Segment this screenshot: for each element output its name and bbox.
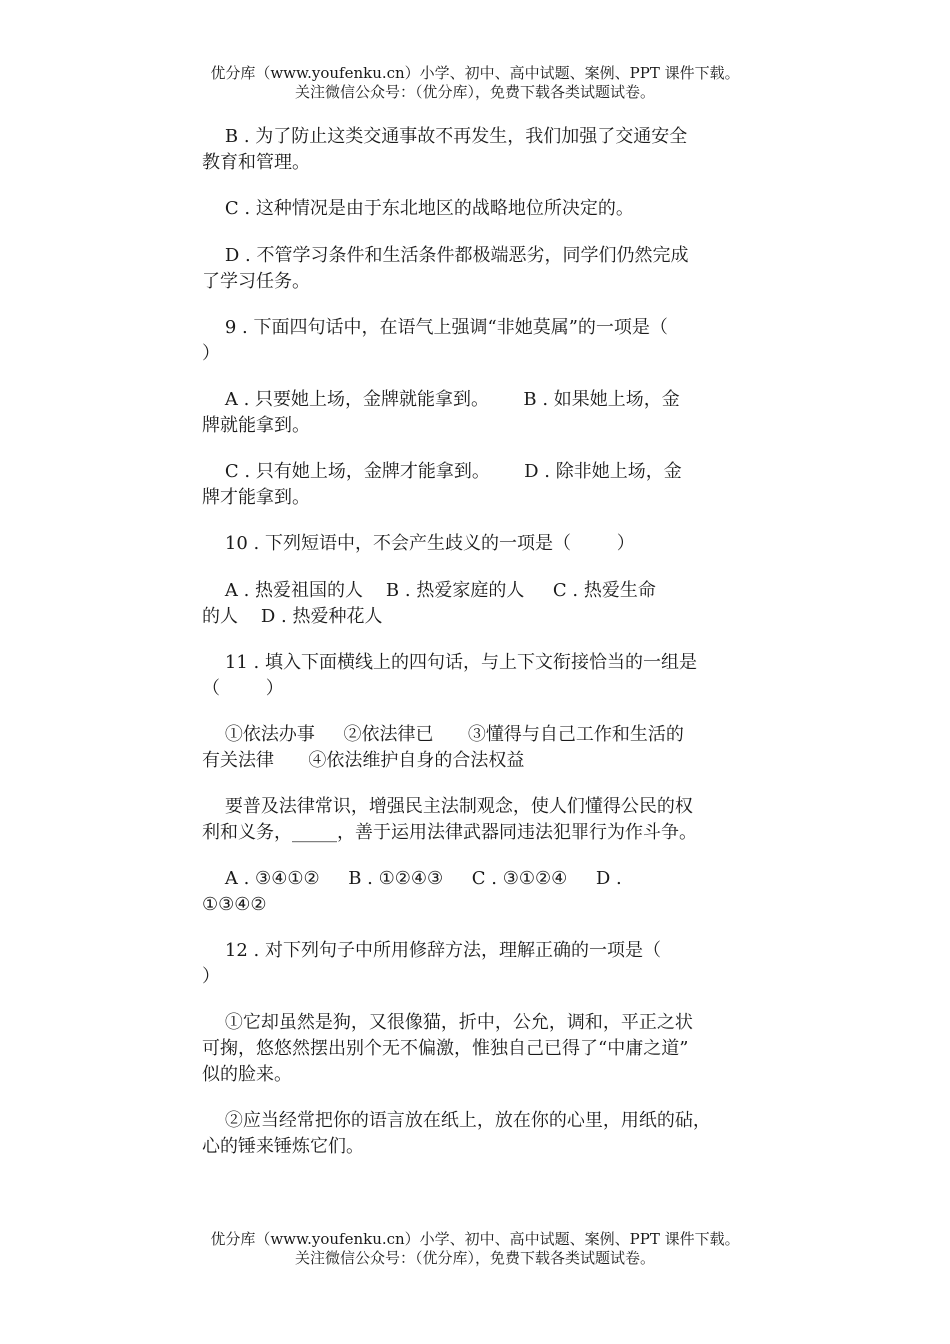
text-line: 可掬，悠悠然摆出别个无不偏激，惟独自己已得了“中庸之道” [202, 1038, 689, 1059]
footer-line-2: 关注微信公众号：（优分库），免费下载各类试题试卷。 [294, 1249, 655, 1267]
text-line: A . ③④①② B . ①②④③ C . ③①②④ D . [202, 868, 622, 889]
footer-line-1: 优分库（www.youfenku.cn）小学、初中、高中试题、案例、PPT 课件下载。 [210, 1230, 740, 1248]
page-header [0, 64, 950, 102]
question-9-options-cd [202, 459, 762, 511]
header-line-1: 优分库（www.youfenku.cn）小学、初中、高中试题、案例、PPT 课件下载。 [210, 64, 740, 82]
question-11-items [202, 722, 762, 774]
question-12 [202, 938, 762, 990]
question-11 [202, 650, 762, 702]
question-12-sentence-2 [202, 1108, 762, 1160]
text-line: 的人 D . 热爱种花人 [202, 606, 383, 627]
text-line: ①依法办事 ②依法律已 ③懂得与自己工作和生活的 [202, 724, 684, 745]
question-10-options [202, 578, 762, 630]
text-line: 12 . 对下列句子中所用修辞方法，理解正确的一项是（ [202, 940, 661, 961]
question-10 [202, 531, 762, 557]
text-line: ①它却虽然是狗，又很像猫，折中，公允，调和，平正之状 [202, 1012, 693, 1033]
text-line: 9 . 下面四句话中，在语气上强调“非她莫属”的一项是（ [202, 317, 668, 338]
text-line: 10 . 下列短语中，不会产生歧义的一项是（ ） [202, 533, 635, 554]
text-line: D . 不管学习条件和生活条件都极端恶劣，同学们仍然完成 [202, 245, 689, 266]
text-line: 要普及法律常识，增强民主法制观念，使人们懂得公民的权 [202, 796, 693, 817]
question-12-sentence-1 [202, 1010, 762, 1088]
text-line: ） [202, 966, 220, 987]
text-line: 牌就能拿到。 [202, 415, 310, 436]
header-line-2: 关注微信公众号：（优分库），免费下载各类试题试卷。 [294, 83, 655, 101]
text-line: （ ） [202, 678, 284, 699]
text-line: 了学习任务。 [202, 271, 310, 292]
text-line: A . 热爱祖国的人 B . 热爱家庭的人 C . 热爱生命 [202, 580, 656, 601]
option-c-paragraph [202, 196, 762, 222]
page-footer [0, 1230, 950, 1268]
question-9 [202, 315, 762, 367]
question-9-options-ab [202, 387, 762, 439]
option-d-paragraph [202, 243, 762, 295]
text-line: 似的脸来。 [202, 1064, 292, 1085]
text-line: 11 . 填入下面横线上的四句话，与上下文衔接恰当的一组是 [202, 652, 697, 673]
text-line: B . 为了防止这类交通事故不再发生，我们加强了交通安全 [202, 126, 688, 147]
text-line: 有关法律 ④依法维护自身的合法权益 [202, 750, 525, 771]
text-line: ） [202, 343, 220, 364]
question-11-options [202, 866, 762, 918]
text-line: ②应当经常把你的语言放在纸上，放在你的心里，用纸的砧， [202, 1110, 711, 1131]
text-line: A . 只要她上场，金牌就能拿到。 B . 如果她上场，金 [202, 389, 680, 410]
text-line: 利和义务，_____，善于运用法律武器同违法犯罪行为作斗争。 [202, 822, 697, 843]
text-line: C . 这种情况是由于东北地区的战略地位所决定的。 [202, 198, 634, 219]
question-11-passage [202, 794, 762, 846]
text-line: ①③④② [202, 894, 267, 915]
text-line: C . 只有她上场，金牌才能拿到。 D . 除非她上场，金 [202, 461, 682, 482]
text-line: 教育和管理。 [202, 152, 310, 173]
text-line: 心的锤来锤炼它们。 [202, 1136, 364, 1157]
text-line: 牌才能拿到。 [202, 487, 310, 508]
option-b-paragraph [202, 124, 762, 176]
